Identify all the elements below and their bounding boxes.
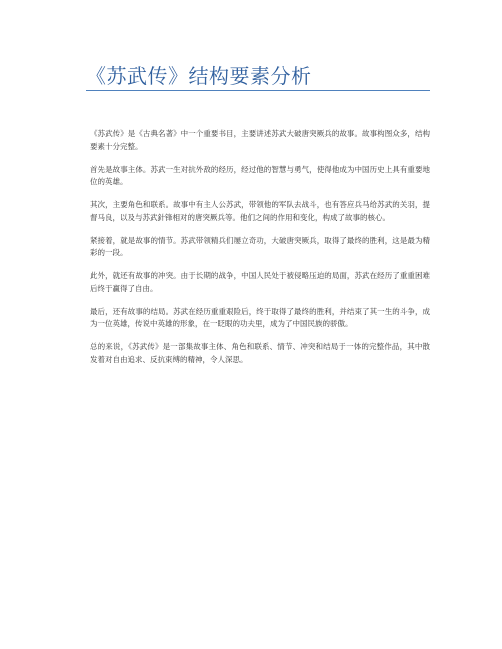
title-underline [86, 90, 430, 91]
document-body [90, 128, 430, 377]
paragraph-ending: 最后，还有故事的结局。苏武在经历重重艰险后，终于取得了最终的胜利，并结束了其一生的斗争，成为一位英雄，传说中英雄的形象，在一眨眼的功夫里，成为了中国民族的骄傲。 [90, 306, 430, 328]
paragraph-intro: 《苏武传》是《古典名著》中一个重要书目，主要讲述苏武大破唐突厥兵的故事。故事构图众多，结构要素十分完整。 [90, 129, 430, 151]
paragraph-characters: 其次，主要角色和联系。故事中有主人公苏武，带领他的军队去战斗，也有答应兵马给苏武的关羽，提督马良，以及与苏武針锋相对的唐突厥兵等。他们之间的作用和变化，构成了故事的核心。 [90, 200, 430, 222]
paragraph-conflict: 此外，就还有故事的冲突。由于长期的战争，中国人民处于被侵略压迫的局面，苏武在经历了重重困难后终于赢得了自由。 [90, 271, 430, 293]
paragraph-plot: 紧接着，就是故事的情节。苏武带领精兵们屡立奇功，大破唐突厥兵，取得了最终的胜利，这是最为精彩的一段。 [90, 235, 430, 257]
paragraph-conclusion: 总的来说，《苏武传》是一部集故事主体、角色和联系、情节、冲突和结局于一体的完整作品，其中散发着对自由追求、反抗束缚的精神，令人深思。 [90, 342, 430, 364]
document-title: 《苏武传》结构要素分析 [86, 64, 312, 88]
paragraph-story-subject: 首先是故事主体。苏武一生对抗外敌的经历，经过他的智慧与勇气，使得他成为中国历史上具有重要地位的英雄。 [90, 164, 430, 186]
